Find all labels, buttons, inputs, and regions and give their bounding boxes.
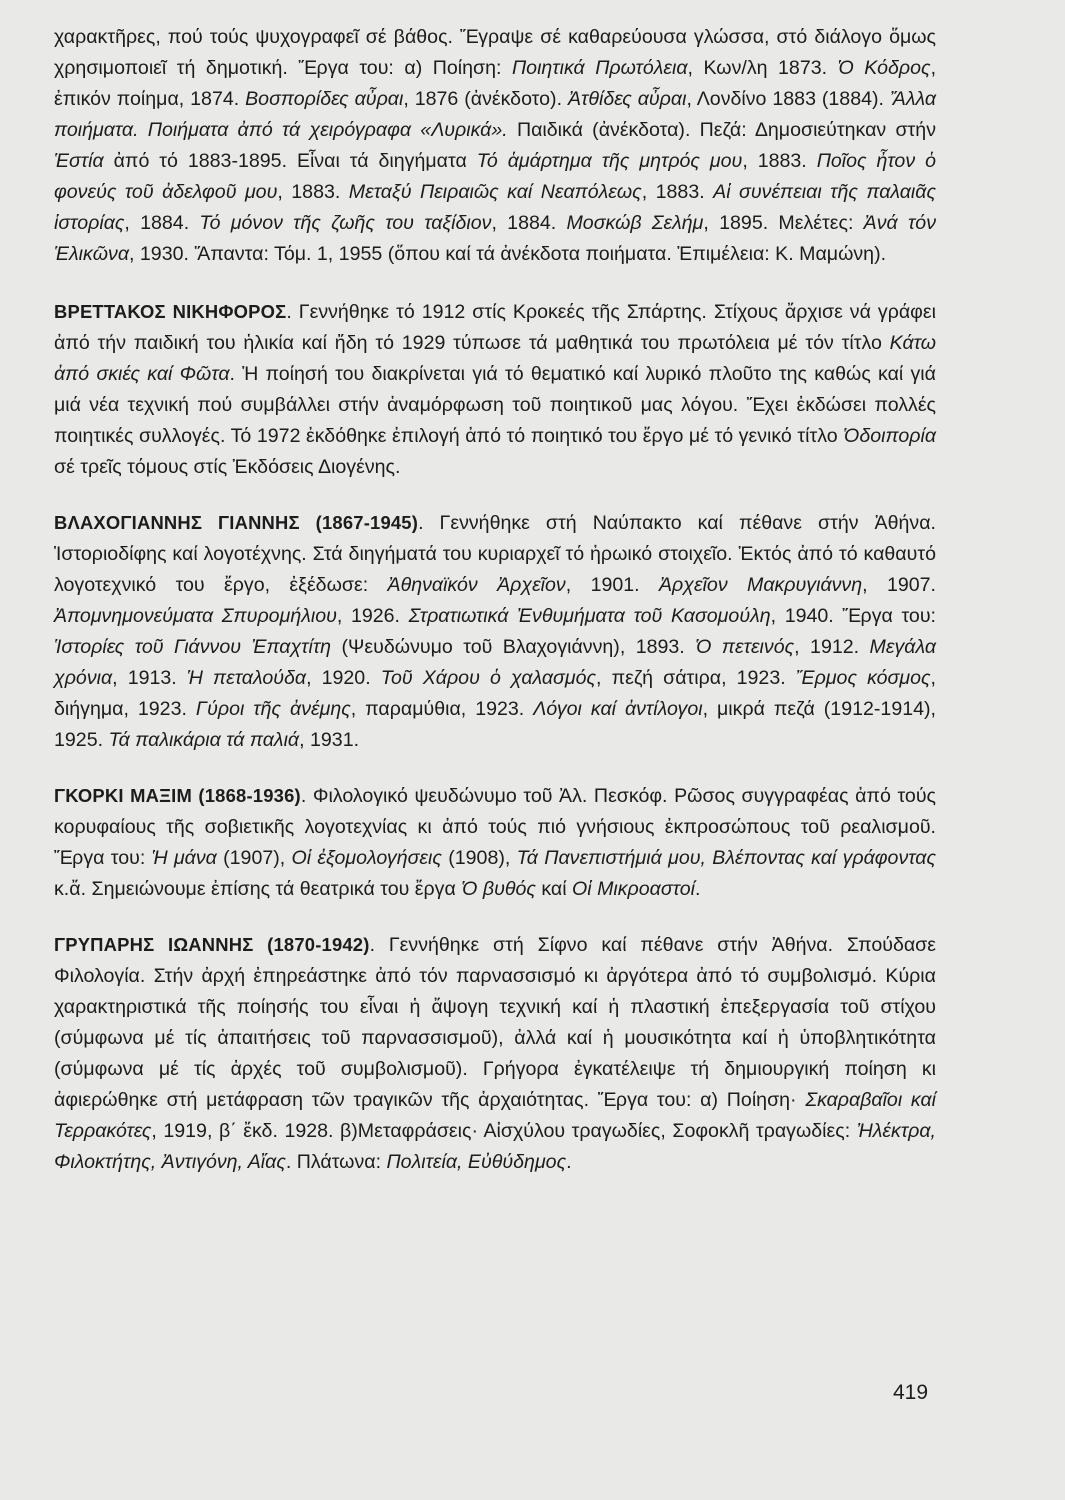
body-text: . Γεννήθηκε στή Ναύπακτο καί πέθανε στήν Ἀθήνα. Ἱστοριοδίφης καί λογοτέχνης. Στά διηγήματά του κυριαρχεῖ τό ἡρωικό στοιχεῖο. Ἐκτός ἀπό τό καθαυτό λογοτεχνικό του ἔργο, ἐξέδωσε: (54, 512, 936, 596)
italic-title-text: Λόγοι καί ἀντίλογοι (533, 698, 703, 720)
body-text: , 1930. Ἅπαντα: Τόμ. 1, 1955 (ὅπου καί τά ἀνέκδοτα ποιήματα. Ἐπιμέλεια: Κ. Μαμώνη). (129, 243, 887, 265)
italic-title-text: Ποῖος ἦτον ὁ φονεύς τοῦ ἀδελφοῦ μου (54, 150, 936, 203)
body-text: , παραμύθια, 1923. (350, 698, 534, 720)
body-text: σέ τρεῖς τόμους στίς Ἐκδόσεις Διογένης. (54, 456, 401, 478)
body-text: (1907), (216, 847, 292, 869)
body-text: , 1913. (112, 667, 187, 689)
entry-vrettakos (54, 296, 936, 483)
italic-title-text: Βοσπορίδες αὖραι (245, 88, 404, 110)
italic-title-text: Μεγάλα χρόνια (54, 636, 936, 689)
body-text: , 1920. (306, 667, 381, 689)
body-text: (Ψευδώνυμο τοῦ Βλαχογιάννη), 1893. (331, 636, 696, 658)
italic-title-text: Ὁ Κόδρος (837, 57, 931, 79)
body-text: κ.ἄ. Σημειώνουμε ἐπίσης τά θεατρικά του ἔργα (54, 878, 462, 900)
italic-title-text: Ἀνά τόν Ἑλικῶνα (54, 212, 936, 265)
body-text: , 1940. Ἔργα του: (770, 605, 936, 627)
italic-title-text: Ἡ πεταλούδα (186, 667, 307, 689)
text-column (54, 22, 936, 1202)
entry-vlachogiannis (54, 507, 936, 756)
body-text: , Κων/λη 1873. (687, 57, 838, 79)
entry-heading: ΒΡΕΤΤΑΚΟΣ ΝΙΚΗΦΟΡΟΣ (54, 301, 287, 322)
italic-title-text: Ὁδοιπορία (843, 425, 936, 447)
body-text: , 1876 (ἀνέκδοτο). (403, 88, 568, 110)
body-text: χαρακτῆρες, πού τούς ψυχογραφεῖ σέ βάθος. Ἔγραψε σέ καθαρεύουσα γλώσσα, στό διάλογο ὅμως χρησιμοποιεῖ τή δημοτική. Ἔργα του: α) Ποίηση: (54, 26, 936, 79)
italic-title-text: Ἄλλα ποιήματα. Ποιήματα ἀπό τά χειρόγραφα «Λυρικά». (54, 88, 937, 141)
italic-title-text: Ὁ βυθός (461, 878, 536, 900)
entry-gryparis (54, 929, 936, 1178)
italic-title-text: Οἱ Μικροαστοί (572, 878, 695, 900)
italic-title-text: Ἀπομνημονεύματα Σπυρομήλιου (54, 605, 337, 627)
italic-title-text: Ἀθηναϊκόν Ἀρχεῖον (387, 574, 566, 596)
body-text: , 1883. (641, 181, 714, 203)
body-text: , 1907. (862, 574, 936, 596)
body-text: . Γεννήθηκε τό 1912 στίς Κροκεές τῆς Σπάρτης. Στίχους ἄρχισε νά γράφει ἀπό τήν παιδική του ἡλικία καί ἤδη τό 1929 τύπωσε τά μαθητικά του πρωτόλεια μέ τόν τίτλο (54, 301, 936, 354)
italic-title-text: Ἱστορίες τοῦ Γιάννου Ἐπαχτίτη (54, 636, 332, 658)
body-text: , διήγημα, 1923. (54, 667, 936, 720)
italic-title-text: Ἀτθίδες αὖραι (567, 88, 687, 110)
italic-title-text: Τό ἁμάρτημα τῆς μητρός μου (476, 150, 743, 172)
body-text: . Πλάτωνα: (285, 1151, 387, 1173)
italic-title-text: Ἔρμος κόσμος (795, 667, 931, 689)
italic-title-text: Πολιτεία, Εὐθύδημος (386, 1151, 567, 1173)
body-text: , 1901. (565, 574, 659, 596)
body-text: , 1926. (336, 605, 409, 627)
italic-title-text: Ἀρχεῖον Μακρυγιάννη (658, 574, 863, 596)
italic-title-text: Οἱ ἐξομολογήσεις (291, 847, 442, 869)
italic-title-text: Στρατιωτικά Ἐνθυμήματα τοῦ Κασομούλη (408, 605, 771, 627)
italic-title-text: Αἱ συνέπειαι τῆς παλαιᾶς ἱστορίας (54, 181, 936, 234)
entry-heading: ΓΡΥΠΑΡΗΣ ΙΩΑΝΝΗΣ (1870-1942) (54, 934, 370, 955)
italic-title-text: Μεταξύ Πειραιῶς καί Νεαπόλεως (348, 181, 642, 203)
italic-title-text: Γύροι τῆς ἀνέμης (195, 698, 351, 720)
italic-title-text: Ἑστία (54, 150, 104, 172)
body-text: , μικρά πεζά (1912-1914), 1925. (54, 698, 936, 751)
body-text: , 1931. (299, 729, 360, 751)
body-text: , 1919, β΄ ἔκδ. 1928. β)Μεταφράσεις· Αἰσχύλου τραγωδίες, Σοφοκλῆ τραγωδίες: (151, 1120, 857, 1142)
italic-title-text: Ποιητικά Πρωτόλεια (511, 57, 688, 79)
body-text: . Γεννήθηκε στή Σίφνο καί πέθανε στήν Ἀθήνα. Σπούδασε Φιλολογία. Στήν ἀρχή ἐπηρεάστηκε ἀπό τόν παρνασσισμό κι ἀργότερα ἀπό τό συμβολισμό. Κύρια χαρακτηριστικά τῆς ποίησής του εἶναι ἡ ἄψογη τεχνική καί ἡ πλαστική ἐπεξεργασία τοῦ στίχου (σύμφωνα μέ τίς ἀπαιτήσεις τοῦ παρνασσισμοῦ), ἀλλά καί ἡ μουσικότητα καί ἡ ὑποβλητικότητα (σύμφωνα μέ τίς ἀρχές τοῦ συμβολισμοῦ). Γρήγορα ἐγκατέλειψε τή δημιουργική ποίηση κι ἀφιερώθηκε στή μετάφραση τῶν τραγικῶν τῆς ἀρχαιότητας. Ἔργα του: α) Ποίηση· (54, 934, 937, 1111)
italic-title-text: Ὁ πετεινός (695, 636, 795, 658)
page-number: 419 (893, 1381, 929, 1404)
body-text: . Ἡ ποίησή του διακρίνεται γιά τό θεματικό καί λυρικό πλοῦτο της καθώς καί γιά μιά νέα τεχνική πού συμβάλλει στήν ἀναμόρφωση τοῦ ποιητικοῦ μας λόγου. Ἔχει ἐκδώσει πολλές ποιητικές συλλογές. Τό 1972 ἐκδόθηκε ἐπιλογή ἀπό τό ποιητικό του ἔργο μέ τό γενικό τίτλο (54, 363, 936, 447)
body-text: , 1883. (277, 181, 349, 203)
body-text: . Φιλολογικό ψευδώνυμο τοῦ Ἀλ. Πεσκόφ. Ρῶσος συγγραφέας ἀπό τούς κορυφαίους τῆς σοβιετικῆς λογοτεχνίας κι ἀπό τούς πιό γνήσιους ἐκπροσώπους τοῦ ρεαλισμοῦ. Ἔργα του: (54, 785, 936, 869)
entry-gorki (54, 780, 936, 905)
italic-title-text: Τό μόνον τῆς ζωῆς του ταξίδιον (199, 212, 492, 234)
body-text: , 1912. (794, 636, 870, 658)
body-text: ἀπό τό 1883-1895. Εἶναι τά διηγήματα (103, 150, 477, 172)
italic-title-text: Τά Πανεπιστήμιά μου, Βλέποντας καί γράφοντας (516, 847, 936, 869)
entry-continuation (54, 22, 936, 270)
body-text: (1908), (441, 847, 517, 869)
body-text: , 1883. (742, 150, 817, 172)
body-text: , πεζή σάτιρα, 1923. (596, 667, 796, 689)
body-text: Παιδικά (ἀνέκδοτα). Πεζά: Δημοσιεύτηκαν στήν (507, 119, 936, 141)
italic-title-text: Τοῦ Χάρου ὁ χαλασμός (380, 667, 597, 689)
body-text: , ἐπικόν ποίημα, 1874. (54, 57, 937, 110)
body-text: , 1884. (491, 212, 567, 234)
body-text: , Λονδίνο 1883 (1884). (686, 88, 890, 110)
italic-title-text: Ἡ μάνα (151, 847, 217, 869)
body-text: . (566, 1151, 572, 1173)
body-text: , 1884. (124, 212, 200, 234)
italic-title-text: Μοσκώβ Σελήμ (566, 212, 704, 234)
italic-title-text: Σκαραβαῖοι καί Τερρακότες (54, 1089, 936, 1142)
body-text: . (694, 878, 701, 900)
entry-heading: ΒΛΑΧΟΓΙΑΝΝΗΣ ΓΙΑΝΝΗΣ (1867-1945) (54, 512, 419, 533)
italic-title-text: Τά παλικάρια τά παλιά (108, 729, 300, 751)
entry-heading: ΓΚΟΡΚΙ ΜΑΞΙΜ (1868-1936) (54, 785, 301, 806)
body-text: καί (535, 878, 573, 900)
italic-title-text: Ἠλέκτρα, Φιλοκτήτης, Ἀντιγόνη, Αἴας (54, 1120, 936, 1173)
body-text: , 1895. Μελέτες: (703, 212, 864, 234)
italic-title-text: Κάτω ἀπό σκιές καί Φῶτα (54, 332, 936, 385)
